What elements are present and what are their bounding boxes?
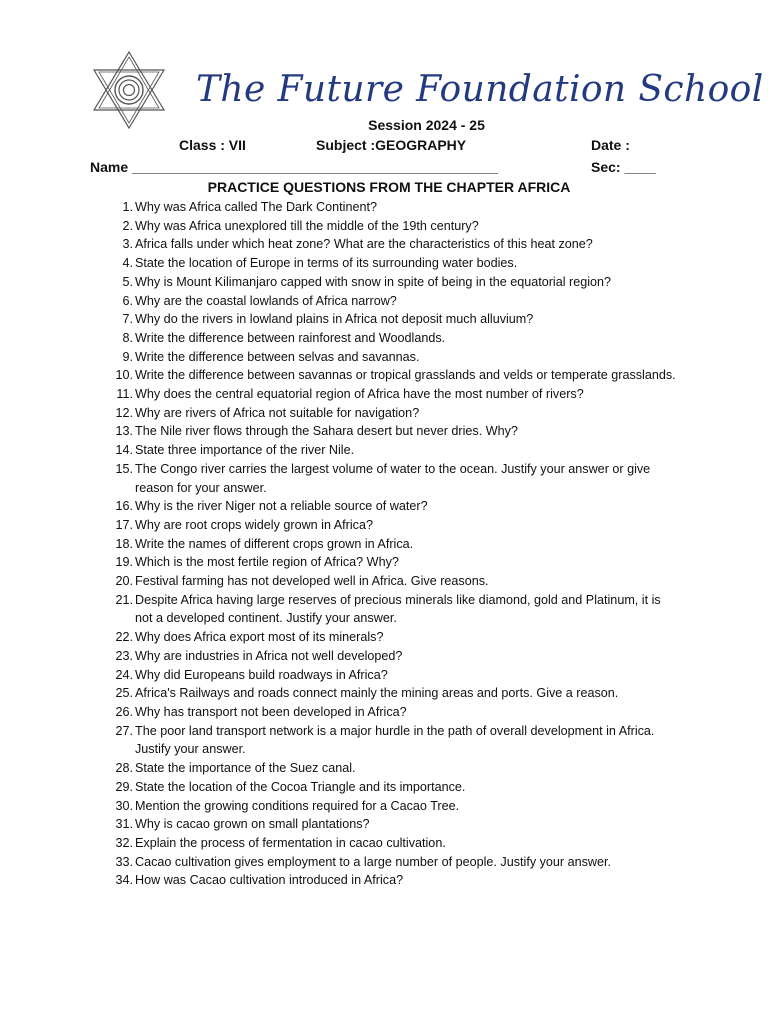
question-item: [0, 684, 680, 703]
question-item: [0, 497, 680, 516]
question-text: Why was Africa called The Dark Continent?: [135, 200, 377, 214]
question-number: 24.: [115, 667, 133, 682]
question-text: The Nile river flows through the Sahara desert but never dries. Why?: [135, 424, 518, 439]
question-item: [0, 853, 680, 872]
question-number: 33.: [115, 854, 133, 869]
question-number: 19.: [115, 555, 133, 570]
question-item: [0, 834, 680, 853]
question-text: State three importance of the river Nile.: [135, 443, 355, 458]
question-number: 13.: [115, 424, 133, 439]
question-text: How was Cacao cultivation introduced in Africa?: [135, 873, 404, 888]
date-label: Date :: [591, 137, 630, 153]
question-number: 30.: [115, 798, 133, 813]
question-number: 21.: [115, 592, 133, 607]
question-item: [0, 647, 680, 666]
question-text: Why does Africa export most of its minerals?: [135, 630, 384, 645]
question-item: [0, 871, 680, 890]
section-field-line: Sec: ____: [591, 159, 656, 175]
question-item: [0, 666, 680, 685]
question-item: [0, 254, 680, 273]
question-text: Write the difference between rainforest and Woodlands.: [135, 330, 446, 345]
subject-label: Subject :GEOGRAPHY: [316, 137, 467, 153]
question-text: Why are industries in Africa not well developed?: [135, 648, 403, 663]
question-number: 32.: [115, 835, 133, 850]
question-text: State the importance of the Suez canal.: [135, 761, 356, 776]
question-text: State the location of Europe in terms of its surrounding water bodies.: [135, 256, 518, 271]
question-number: 14.: [115, 443, 133, 458]
question-number: 6.: [122, 293, 133, 308]
question-item: [0, 348, 680, 367]
question-text: Why is cacao grown on small plantations?: [135, 817, 370, 832]
question-item: [0, 310, 680, 329]
question-number: 15.: [115, 461, 133, 476]
question-number: 26.: [115, 704, 133, 719]
question-text: Why are rivers of Africa not suitable for navigation?: [135, 405, 420, 420]
name-field-line: Name _______________________________________________: [90, 159, 498, 175]
question-text: Cacao cultivation gives employment to a large number of people. Justify your answer.: [135, 854, 612, 869]
question-number: 29.: [115, 779, 133, 794]
question-text: Africa falls under which heat zone? What are the characteristics of this heat zone?: [135, 237, 593, 252]
question-number: 16.: [115, 499, 133, 514]
school-name: The Future Foundation School: [196, 69, 764, 110]
question-text: Why was Africa unexplored till the middle of the 19th century?: [135, 218, 479, 233]
question-number: 4.: [122, 256, 133, 271]
question-text: Why did Europeans build roadways in Africa?: [135, 667, 388, 682]
question-number: 11.: [116, 387, 133, 402]
question-item: [0, 516, 680, 535]
question-item: [0, 591, 680, 628]
question-text: Why is Mount Kilimanjaro capped with snow in spite of being in the equatorial region?: [135, 274, 612, 289]
question-number: 7.: [122, 312, 133, 327]
question-number: 28.: [115, 761, 133, 776]
question-text: The Congo river carries the largest volume of water to the ocean. Justify your answer or give reason for your answer.: [135, 461, 651, 495]
question-number: 5.: [122, 274, 133, 289]
question-text: Write the names of different crops grown in Africa.: [135, 536, 414, 551]
question-item: [0, 572, 680, 591]
question-text: Despite Africa having large reserves of precious minerals like diamond, gold and Platinum, it is not a developed continent. Justify your answer.: [135, 592, 661, 626]
question-item: [0, 273, 680, 292]
question-text: Why do the rivers in lowland plains in Africa not deposit much alluvium?: [135, 312, 534, 327]
question-item: [0, 703, 680, 722]
question-text: Why are the coastal lowlands of Africa narrow?: [135, 293, 397, 308]
question-text: Why does the central equatorial region of Africa have the most number of rivers?: [135, 387, 584, 402]
question-number: 25.: [115, 686, 133, 701]
question-text: Why are root crops widely grown in Africa?: [135, 517, 373, 532]
question-number: 20.: [115, 574, 133, 589]
question-text: Write the difference between savannas or tropical grasslands and velds or temperate grasslands.: [135, 368, 676, 383]
worksheet-title: PRACTICE QUESTIONS FROM THE CHAPTER AFRICA: [207, 179, 571, 195]
question-text: Which is the most fertile region of Africa? Why?: [135, 555, 399, 570]
question-number: 22.: [115, 630, 133, 645]
question-text: The poor land transport network is a major hurdle in the path of overall development in Africa. Justify your answer.: [135, 723, 655, 757]
question-item: [0, 198, 680, 217]
question-number: 12.: [115, 405, 133, 420]
question-item: [0, 404, 680, 423]
question-number: 17.: [115, 517, 133, 532]
question-item: [0, 235, 680, 254]
question-text: Explain the process of fermentation in cacao cultivation.: [135, 835, 446, 850]
question-number: 3.: [122, 237, 133, 252]
question-item: [0, 815, 680, 834]
question-text: Write the difference between selvas and savannas.: [135, 349, 420, 364]
question-text: Africa's Railways and roads connect mainly the mining areas and ports. Give a reason.: [135, 686, 619, 701]
session-label: Session 2024 - 25: [368, 117, 485, 133]
question-item: [0, 797, 680, 816]
question-item: [0, 460, 680, 497]
question-item: [0, 722, 680, 759]
question-item: [0, 422, 680, 441]
question-number: 1.: [122, 200, 133, 214]
class-label: Class : VII: [179, 137, 246, 153]
question-number: 27.: [115, 723, 133, 738]
question-number: 31.: [115, 817, 133, 832]
question-item: [0, 759, 680, 778]
question-number: 8.: [122, 330, 133, 345]
question-item: [0, 628, 680, 647]
question-number: 18.: [115, 536, 133, 551]
question-number: 9.: [122, 349, 133, 364]
question-item: [0, 329, 680, 348]
question-number: 34.: [115, 873, 133, 888]
question-item: [0, 217, 680, 236]
question-item: [0, 441, 680, 460]
question-number: 10.: [115, 368, 133, 383]
question-item: [0, 535, 680, 554]
question-number: 2.: [122, 218, 133, 233]
question-text: Why has transport not been developed in Africa?: [135, 704, 407, 719]
question-text: Why is the river Niger not a reliable source of water?: [135, 499, 428, 514]
question-item: [0, 366, 680, 385]
question-item: [0, 553, 680, 572]
question-text: State the location of the Cocoa Triangle and its importance.: [135, 779, 466, 794]
question-text: Mention the growing conditions required for a Cacao Tree.: [135, 798, 460, 813]
question-list: [0, 198, 768, 890]
question-item: [0, 292, 680, 311]
question-item: [0, 778, 680, 797]
question-text: Festival farming has not developed well in Africa. Give reasons.: [135, 574, 489, 589]
question-item: [0, 385, 680, 404]
question-number: 23.: [115, 648, 133, 663]
